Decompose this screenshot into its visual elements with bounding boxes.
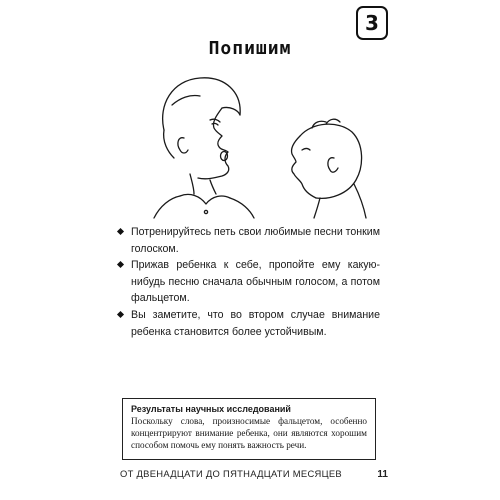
baby-head [300, 124, 362, 198]
bullet-diamond-icon [117, 261, 124, 268]
list-item [118, 307, 380, 340]
baby-face [291, 136, 316, 198]
list-item [118, 257, 380, 307]
research-box-title: Результаты научных исследований [131, 404, 291, 414]
page-footer [120, 468, 388, 480]
page-number: 11 [377, 469, 388, 480]
mother-collar [180, 194, 230, 204]
bullet-diamond-icon [117, 311, 124, 318]
research-results-box [122, 398, 376, 460]
list-item-text: Прижав ребенка к себе, пропойте ему какую-нибудь песню сначала обычным голосом, а потом фальцетом. [131, 259, 380, 305]
running-title: ОТ ДВЕНАДЦАТИ ДО ПЯТНАДЦАТИ МЕСЯЦЕВ [120, 468, 342, 479]
list-item [118, 224, 380, 257]
bullet-diamond-icon [117, 228, 124, 235]
chapter-number: 3 [365, 11, 379, 35]
research-box-text: Поскольку слова, произносимые фальцетом, особенно концентрируют внимание ребенка, они являются хорошим способом помочь ему понять важность речи. [131, 416, 367, 450]
tips-list [118, 224, 380, 340]
section-heading: Попишим [208, 38, 292, 59]
list-item-text: Потренируйтесь петь свои любимые песни тонким голоском. [131, 226, 380, 255]
list-item-text: Вы заметите, что во втором случае внимание ребенка становится более устойчивым. [131, 308, 380, 338]
mother-mouth [221, 152, 228, 161]
mother-and-baby-illustration [150, 70, 370, 220]
chapter-number-badge [356, 6, 388, 40]
